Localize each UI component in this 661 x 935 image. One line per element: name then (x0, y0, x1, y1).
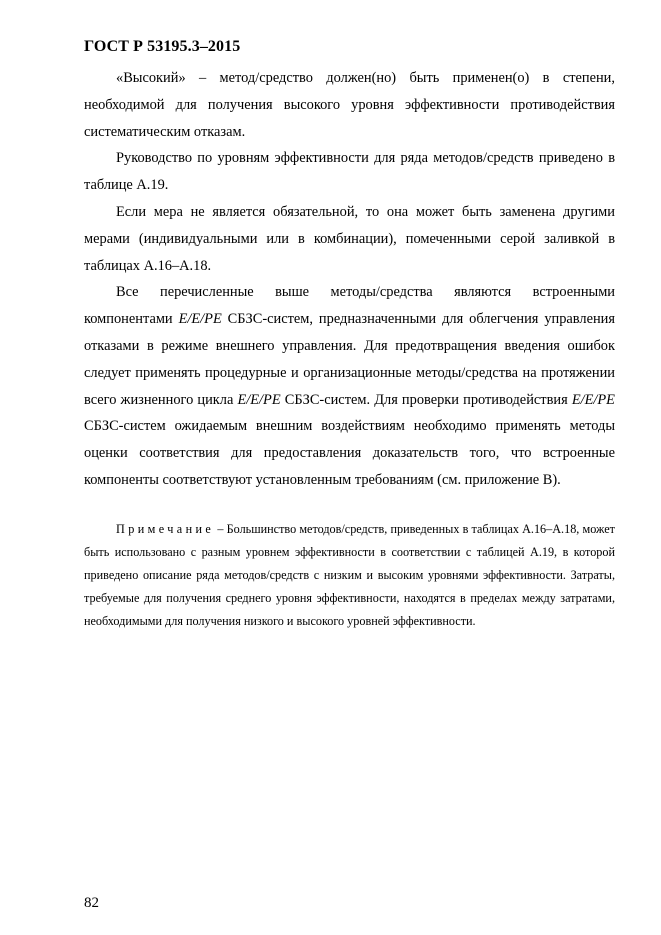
page-number: 82 (84, 895, 99, 911)
note-label: Примечание (116, 522, 215, 536)
paragraph-text-segment: Все перечисленные выше методы/средства являются встроенными компонентами (84, 284, 615, 328)
note-block (84, 518, 615, 633)
paragraph-guidance: Руководство по уровням эффективности для ряда методов/средств приведено в таблице А.19. (84, 150, 615, 194)
note-paragraph (84, 518, 615, 633)
paragraph-high-level: «Высокий» – метод/средство должен(но) быть применен(о) в степени, необходимой для получения высокого уровня эффективности противодействия систематическим отказам. (84, 70, 615, 140)
epe-term: E/E/PE (178, 311, 222, 328)
document-header: ГОСТ Р 53195.3–2015 (84, 38, 241, 55)
epe-term: E/E/PE (237, 391, 281, 408)
paragraph-embedded-components (84, 279, 615, 493)
note-text: – Большинство методов/средств, приведенных в таблицах А.16–А.18, может быть использовано с разным уровнем эффективности в соответствии с таблицей А.19, в которой приведено описание ряда методов/средств с низким и высоким уровнями эффективности. Затраты, требуемые для получения среднего уровня эффективности, находятся в пределах между затратами, необходимыми для получения низкого и высокого уровней эффективности. (84, 522, 615, 628)
epe-term: E/E/PE (571, 391, 615, 408)
paragraph-optional-measure: Если мера не является обязательной, то она может быть заменена другими мерами (индивидуальными или в комбинации), помеченными серой заливкой в таблицах А.16–А.18. (84, 203, 615, 274)
body-text (84, 65, 615, 494)
paragraph-text-segment: СБЗС-систем. Для проверки противодействия (280, 391, 572, 408)
paragraph-text-segment: СБЗС-систем, предназначенными для облегчения управления отказами в режиме внешнего управления. Для предотвращения введения ошибок следует применять процедурные и организационные методы/средства на протяжении всего жизненного цикла (84, 311, 615, 408)
paragraph-text-segment: СБЗС-систем ожидаемым внешним воздействиям необходимо применять методы оценки соответствия для предоставления доказательств того, что встроенные компоненты соответствуют установленным требованиям (см. приложение В). (84, 418, 615, 488)
